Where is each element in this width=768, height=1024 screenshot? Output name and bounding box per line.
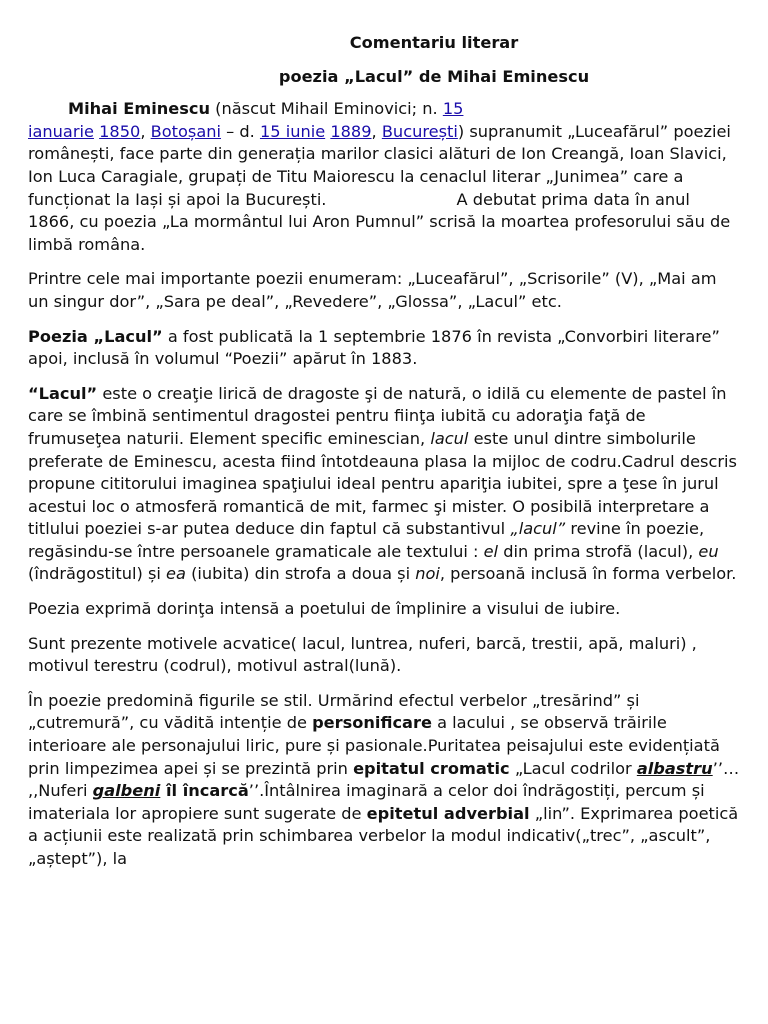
paragraph-poems-list: Printre cele mai importante poezii enumeram: „Luceafărul”, „Scrisorile” (V), „Mai am un singur dor”, „Sara pe deal”, „Revedere”, „Glossa”, „Lacul” etc.	[28, 269, 717, 311]
paragraph-biography: Mihai Eminescu (născut Mihail Eminovici; n. 15 ianuarie 1850, Botoșani – d. 15 iunie 1889, București) supranumit „Luceafărul” poeziei românești, face parte din generația marilor clasici alături de Ion Creangă, Ioan Slavici, Ion Luca Caragiale, grupați de Titu Maiorescu la cenaclul literar „Junimea” care a funcționat la Iași și apoi la București. A debutat prima data în anul 1866, cu poezia „La mormântul lui Aron Pumnul” scrisă la moartea profesorului său de limbă româna.	[28, 99, 731, 254]
paragraph-motifs: Sunt prezente motivele acvatice( lacul, luntrea, nuferi, barcă, trestii, apă, maluri) , motivul terestru (codrul), motivul astral(lună).	[28, 633, 697, 676]
link-day-15[interactable]: 15	[442, 99, 464, 119]
author-name: Mihai Eminescu	[68, 99, 211, 119]
paragraph-desire: Poezia exprimă dorinţa intensă a poetului de împlinire a visului de iubire.	[28, 599, 621, 619]
link-bucuresti[interactable]: București	[381, 121, 458, 141]
paragraph-publication: Poezia „Lacul” a fost publicată la 1 septembrie 1876 în revista „Convorbiri literare” apoi, inclusă în volumul “Poezii” apărut în 1883.	[28, 326, 720, 369]
paragraph-lacul-analysis: “Lacul” este o creaţie lirică de dragoste şi de natură, o idilă cu elemente de pastel în care se îmbină sentimentul dragostei pentru fiinţa iubită cu adoraţia faţă de frumuseţea naturii. Element specific eminescian, lacul este unul dintre simbolurile preferate de Eminescu, acesta fiind întotdeauna plasa la mijloc de codru.Cadrul descris propune cititorului imaginea spaţiului ideal pentru apariţia iubitei, spre a ţese în jurul acestui loc o atmosferă romantică de mit, farmec şi mister. O posibilă interpretare a titlului poeziei s-ar putea deduce din faptul că substantivul „lacul” revine în poezie, regăsindu-se între persoanele gramaticale ale textului : el din prima strofă (lacul), eu (îndrăgostitul) și ea (iubita) din strofa a doua și noi, persoană inclusă în forma verbelor.	[28, 383, 737, 584]
document-page	[28, 32, 740, 883]
link-botosani[interactable]: Botoșani	[150, 121, 221, 141]
link-1850[interactable]: 1850	[99, 121, 141, 141]
link-15-iunie[interactable]: 15 iunie	[259, 121, 326, 141]
document-subtitle: poezia „Lacul” de Mihai Eminescu	[278, 66, 590, 86]
link-1889[interactable]: 1889	[330, 121, 372, 141]
document-title: Comentariu literar	[349, 33, 519, 52]
link-ianuarie[interactable]: ianuarie	[28, 121, 94, 141]
paragraph-figures-of-speech: În poezie predomină figurile se stil. Urmărind efectul verbelor „tresărind” și „cutremură”, cu vădită intenție de personificare a lacului , se observă trăirile interioare ale personajului liric, pure și pasionale.Puritatea peisajului este evidențiată prin limpezimea apei și se prezintă prin epitatul cromatic „Lacul codrilor albastru’’… ,,Nuferi galbeni îl încarcă’’.Întâlnirea imaginară a celor doi îndrăgostiți, percum și imateriala lor apropiere sunt sugerate de epitetul adverbial „lin”. Exprimarea poetică a acțiunii este realizată prin schimbarea verbelor la modul indicativ(„trec”, „ascult”, „aștept”), la	[28, 690, 740, 868]
